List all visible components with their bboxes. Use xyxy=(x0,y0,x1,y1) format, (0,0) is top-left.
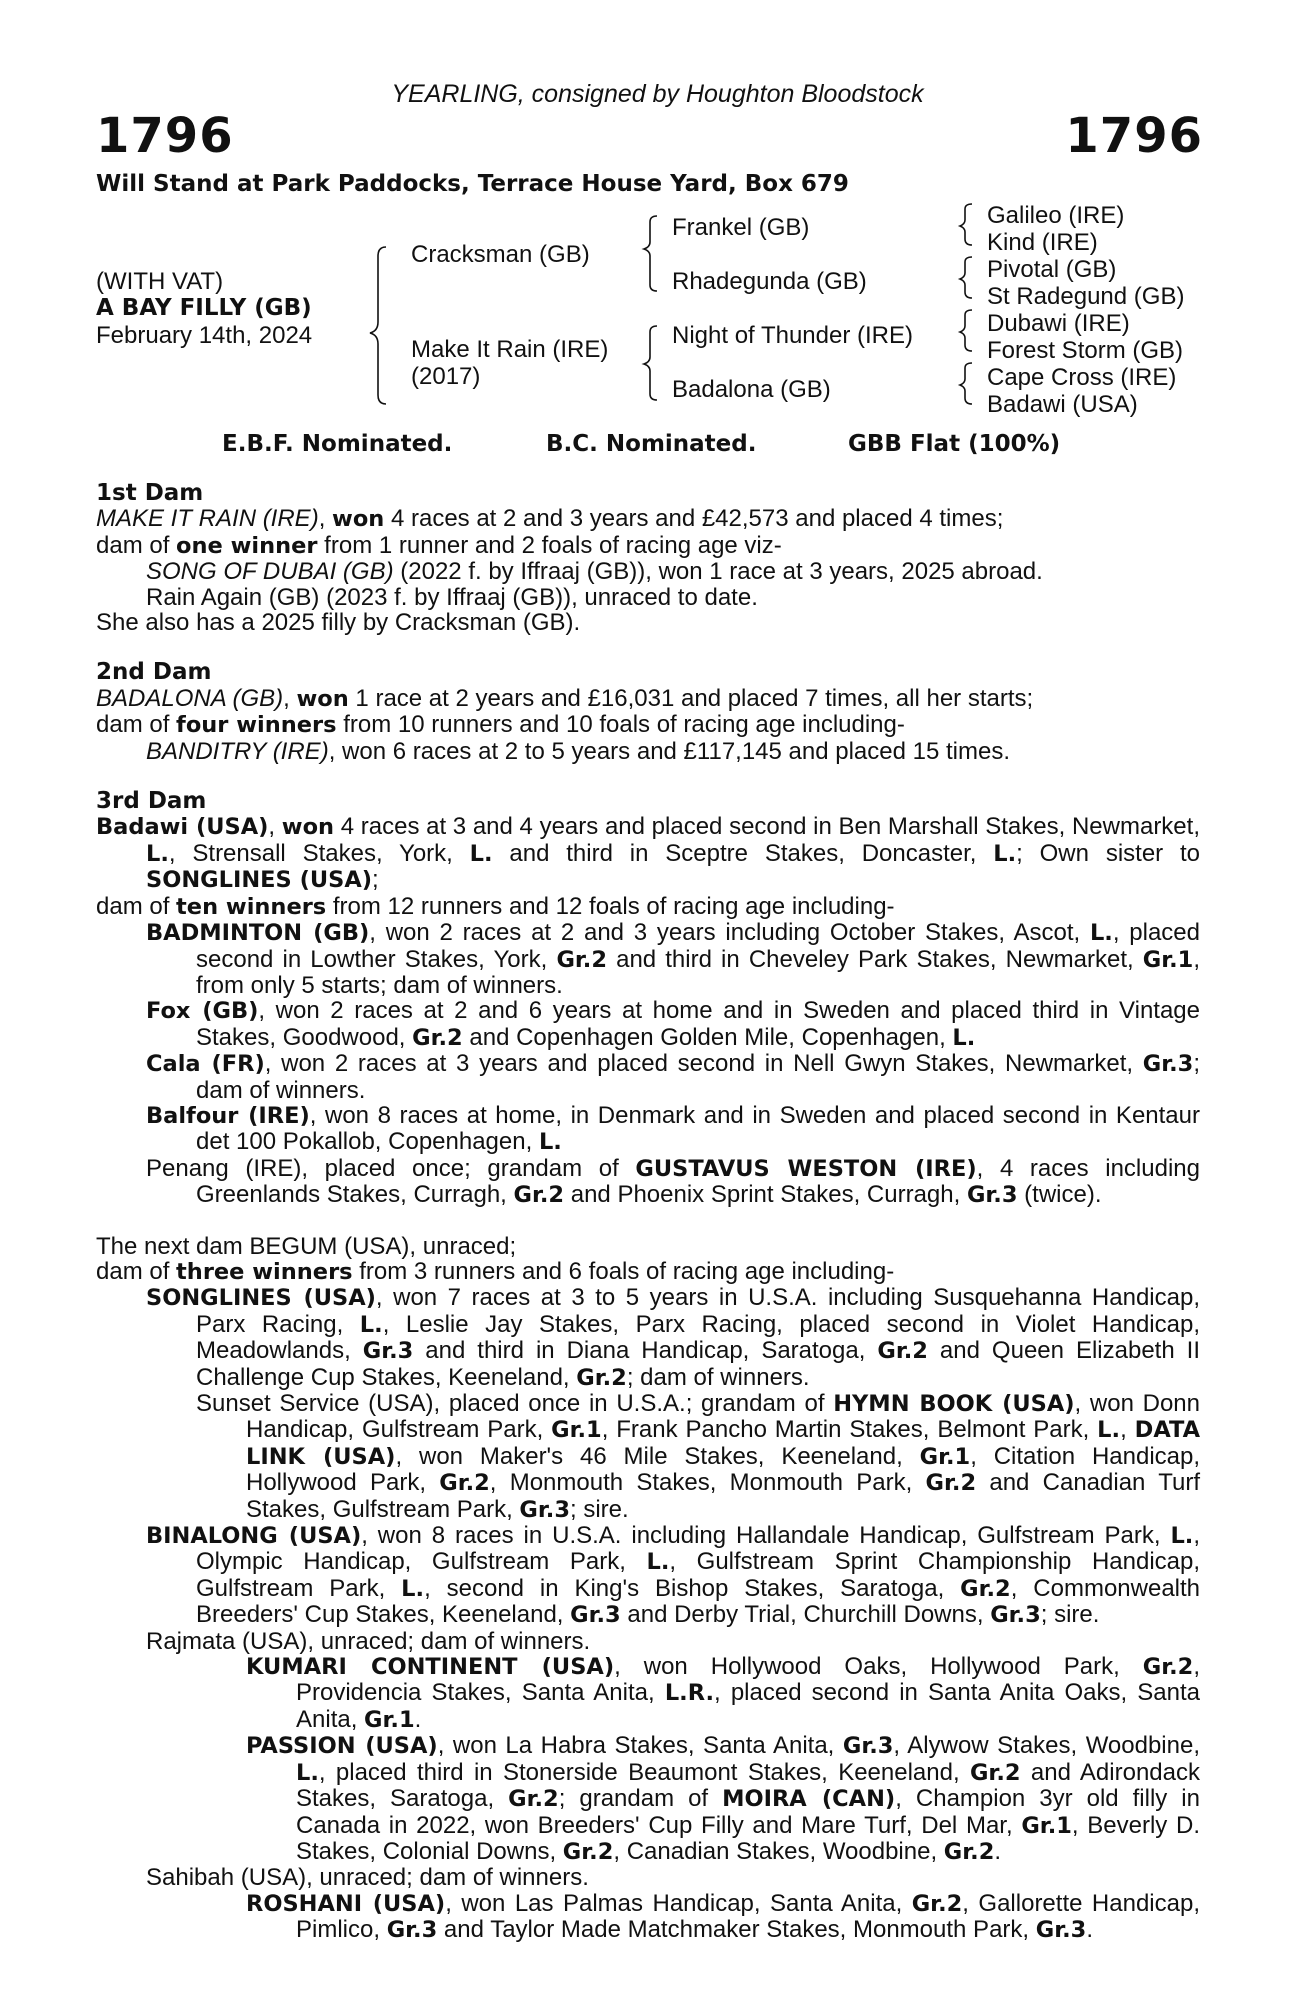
third-dam-heading: 3rd Dam xyxy=(96,788,207,815)
text: , placed third in Stonerside Beaumont Stakes, Keeneland, xyxy=(318,1758,970,1786)
grade: L. xyxy=(359,1311,383,1338)
text: , won 2 races at 2 and 6 years at home and in Sweden and placed third in Vintage Stakes, Goodwood, xyxy=(196,997,1201,1051)
grade: Gr.2 xyxy=(1142,1654,1194,1681)
text: , Leslie Jay Stakes, Parx Racing, placed second in Violet Handicap, Meadowlands, xyxy=(196,1310,1200,1365)
winners-count: three winners xyxy=(176,1258,353,1285)
produce-name: BINALONG (USA) xyxy=(146,1523,362,1550)
text: and Derby Trial, Churchill Downs, xyxy=(620,1601,991,1629)
foaling-date: February 14th, 2024 xyxy=(96,322,313,349)
text: ; grandam of xyxy=(558,1785,723,1813)
produce-name: BADMINTON (GB) xyxy=(146,920,370,947)
vat-note: (WITH VAT) xyxy=(96,268,224,295)
text: ; Own sister to xyxy=(1016,839,1200,867)
produce-entry-balfour xyxy=(96,1103,1200,1156)
pedigree-dsd: Forest Storm (GB) xyxy=(987,337,1184,364)
produce-entry xyxy=(96,739,1200,764)
text: . xyxy=(994,1837,1002,1865)
grade: L.R. xyxy=(664,1680,714,1707)
produce-entry-roshani xyxy=(96,1891,1200,1944)
text: , won Maker's 46 Mile Stakes, Keeneland, xyxy=(395,1442,920,1470)
grade: Gr.2 xyxy=(412,1024,463,1051)
text: , Strensall Stakes, York, xyxy=(168,839,470,867)
pedigree-dam-dam: Badalona (GB) xyxy=(672,376,831,403)
produce-entry-cala xyxy=(96,1051,1200,1103)
produce-name: SONG OF DUBAI (GB) xyxy=(146,558,394,586)
won-label: won xyxy=(332,506,385,533)
won-label: won xyxy=(281,814,335,841)
text: , Champion 3yr old filly in Canada in 2022, won Breeders' Cup Filly and Mare Turf, Del Mar, xyxy=(296,1785,1200,1839)
text: and third in Cheveley Park Stakes, Newmarket, xyxy=(607,945,1143,973)
produce-entry: Rain Again (GB) (2023 f. by Iffraaj (GB)), unraced to date. xyxy=(146,583,758,611)
pedigree-sss: Galileo (IRE) xyxy=(987,202,1125,229)
produce-entry-penang xyxy=(96,1156,1200,1209)
grade: Gr.2 xyxy=(960,1575,1011,1602)
pedigree-dss: Dubawi (IRE) xyxy=(987,310,1130,337)
grade: Gr.2 xyxy=(911,1890,963,1917)
pedigree-sdd: St Radegund (GB) xyxy=(987,283,1185,310)
grandproduce-name: MOIRA (CAN) xyxy=(722,1786,896,1813)
grade: L. xyxy=(296,1759,319,1786)
text: and third in Diana Handicap, Saratoga, xyxy=(413,1337,878,1365)
produce-entry-songlines xyxy=(96,1285,1200,1391)
text: , won Hollywood Oaks, Hollywood Park, xyxy=(614,1653,1143,1681)
text: , won Donn Handicap, Gulfstream Park, xyxy=(246,1390,1201,1444)
next-dam-produce-summary xyxy=(96,1259,1200,1285)
second-dam-record: BADALONA (GB), won 1 race at 2 years and £16,031 and placed 7 times, all her starts; xyxy=(96,684,1034,712)
grade: L. xyxy=(1089,920,1113,947)
text: from 3 runners and 6 foals of racing age including- xyxy=(352,1257,895,1285)
text: ; dam of winners. xyxy=(626,1363,810,1391)
text: , Citation Handicap, Hollywood Park, xyxy=(246,1442,1201,1497)
first-dam-produce-summary xyxy=(96,533,1200,559)
grade: Gr.2 xyxy=(513,1182,565,1209)
grade: L. xyxy=(469,840,493,867)
grade: L. xyxy=(952,1024,976,1051)
dam-name: Badawi (USA) xyxy=(96,814,269,841)
winners-count: four winners xyxy=(176,712,337,739)
grade: Gr.2 xyxy=(925,1470,977,1497)
text: , won La Habra Stakes, Santa Anita, xyxy=(437,1732,843,1760)
bc-nomination: B.C. Nominated. xyxy=(546,431,757,457)
grade: Gr.2 xyxy=(439,1470,490,1497)
produce-entry-sunset-service xyxy=(96,1391,1200,1523)
text: ; dam of winners. xyxy=(196,1050,1200,1104)
text: and third in Sceptre Stakes, Doncaster, xyxy=(492,839,994,867)
pedigree-sds: Pivotal (GB) xyxy=(987,256,1117,283)
dam-name: MAKE IT RAIN (IRE) xyxy=(96,505,319,533)
produce-entry-rajmata: Rajmata (USA), unraced; dam of winners. xyxy=(146,1627,591,1655)
produce-entry-binalong xyxy=(96,1523,1200,1629)
text: , won 2 races at 2 and 3 years including October Stakes, Ascot, xyxy=(369,919,1090,947)
grade: Gr.2 xyxy=(508,1786,559,1813)
text: , Frank Pancho Martin Stakes, Belmont Park, xyxy=(601,1416,1098,1444)
grandproduce-name: ROSHANI (USA) xyxy=(246,1890,446,1917)
grade: L. xyxy=(646,1549,670,1576)
grade: Gr.2 xyxy=(969,1759,1021,1786)
text: 4 races at 3 and 4 years and placed second in Ben Marshall Stakes, Newmarket, xyxy=(334,813,1200,841)
text: , from only 5 starts; dam of winners. xyxy=(196,945,1200,999)
text: , Olympic Handicap, Gulfstream Park, xyxy=(196,1522,1200,1576)
text: , placed second in Santa Anita Oaks, Santa Anita, xyxy=(296,1679,1200,1733)
grandproduce-name: PASSION (USA) xyxy=(246,1733,438,1760)
grade: Gr.1 xyxy=(551,1417,602,1444)
catalogue-body xyxy=(96,481,1200,1944)
text: , won 8 races in U.S.A. including Hallandale Handicap, Gulfstream Park, xyxy=(361,1522,1171,1550)
lot-number-left: 1796 xyxy=(96,108,234,164)
gbb-flat: GBB Flat (100%) xyxy=(848,431,1061,457)
next-dam-record: The next dam BEGUM (USA), unraced; xyxy=(96,1232,517,1260)
grade: Gr.3 xyxy=(1035,1917,1087,1944)
pedigree-dam-sire: Night of Thunder (IRE) xyxy=(672,322,913,349)
grade: Gr.3 xyxy=(966,1182,1018,1209)
produce-entry-badminton xyxy=(96,920,1200,998)
text: from 1 runner and 2 foals of racing age viz- xyxy=(317,531,782,559)
text: , second in King's Bishop Stakes, Saratoga, xyxy=(424,1574,961,1602)
text: , xyxy=(1120,1416,1135,1444)
grade: Gr.3 xyxy=(990,1602,1041,1629)
produce-name: Balfour (IRE) xyxy=(146,1102,310,1129)
text: dam of xyxy=(96,531,177,559)
text: , won Las Palmas Handicap, Santa Anita, xyxy=(445,1889,912,1917)
record-text: 4 races at 2 and 3 years and £42,573 and placed 4 times; xyxy=(384,505,1004,533)
grade: L. xyxy=(993,840,1017,867)
lot-number-right: 1796 xyxy=(1065,108,1203,164)
first-dam-heading: 1st Dam xyxy=(96,480,204,506)
text: , won 8 races at home, in Denmark and in Sweden and placed second in Kentaur det 100 Pokallob, Copenhagen, xyxy=(196,1101,1200,1156)
pedigree-sire-sire: Frankel (GB) xyxy=(672,214,810,241)
text: Penang (IRE), placed once; grandam of xyxy=(146,1154,636,1182)
grade: Gr.2 xyxy=(877,1338,928,1365)
winners-count: one winner xyxy=(176,532,318,559)
produce-entry-fox xyxy=(96,998,1200,1051)
sister-name: SONGLINES (USA) xyxy=(146,867,373,894)
grandproduce-name: HYMN BOOK (USA) xyxy=(833,1391,1075,1417)
grade: Gr.2 xyxy=(943,1838,995,1865)
first-dam-record: MAKE IT RAIN (IRE), won 4 races at 2 and 3 years and £42,573 and placed 4 times; xyxy=(96,505,1004,533)
grade: Gr.3 xyxy=(519,1496,570,1523)
text: ; xyxy=(372,866,379,894)
pedigree-ssd: Kind (IRE) xyxy=(987,229,1098,256)
text: and Taylor Made Matchmaker Stakes, Monmouth Park, xyxy=(437,1916,1036,1944)
produce-name: BANDITRY (IRE) xyxy=(146,737,329,765)
grade: L. xyxy=(146,840,169,867)
produce-name: SONGLINES (USA) xyxy=(146,1285,376,1312)
text: and Phoenix Sprint Stakes, Curragh, xyxy=(564,1181,967,1209)
text: . xyxy=(1086,1916,1093,1944)
text: , won 6 races at 2 to 5 years and £117,145 and placed 15 times. xyxy=(328,737,1011,765)
grade: Gr.1 xyxy=(364,1706,415,1733)
text: and Queen Elizabeth II Challenge Cup Stakes, Keeneland, xyxy=(196,1337,1200,1391)
text: and Copenhagen Golden Mile, Copenhagen, xyxy=(462,1023,953,1051)
produce-name: Cala (FR) xyxy=(146,1051,265,1078)
text: (2022 f. by Iffraaj (GB)), won 1 race at 3 years, 2025 abroad. xyxy=(393,558,1043,586)
grade: Gr.2 xyxy=(576,1364,627,1391)
grade: Gr.1 xyxy=(1142,946,1194,973)
pedigree-sire: Cracksman (GB) xyxy=(411,241,590,268)
text: , won 2 races at 3 years and placed second in Nell Gwyn Stakes, Newmarket, xyxy=(264,1050,1143,1078)
second-dam-heading: 2nd Dam xyxy=(96,659,212,686)
text: , Providencia Stakes, Santa Anita, xyxy=(296,1653,1200,1707)
text: dam of xyxy=(96,1257,177,1285)
text: , placed second in Lowther Stakes, York, xyxy=(196,919,1201,973)
grade: Gr.1 xyxy=(919,1443,971,1470)
text: 1 race at 2 years and £16,031 and placed 7 times, all her starts; xyxy=(348,684,1034,712)
text: , won 7 races at 3 to 5 years in U.S.A. including Susquehanna Handicap, Parx Racing, xyxy=(196,1284,1200,1338)
grade: Gr.3 xyxy=(842,1733,894,1760)
stand-location: Will Stand at Park Paddocks, Terrace House Yard, Box 679 xyxy=(96,171,849,197)
third-dam-produce-summary xyxy=(96,894,1200,920)
second-dam-produce-summary xyxy=(96,712,1200,738)
text: dam of xyxy=(96,711,177,739)
text: from 12 runners and 12 foals of racing age including- xyxy=(326,892,895,920)
text: , Gallorette Handicap, Pimlico, xyxy=(296,1889,1200,1944)
produce-entry-passion xyxy=(96,1733,1200,1865)
text: . xyxy=(414,1705,422,1733)
pedigree-dam: Make It Rain (IRE) xyxy=(411,336,609,363)
text: , Canadian Stakes, Woodbine, xyxy=(613,1837,944,1865)
pedigree-dam-year: (2017) xyxy=(411,363,481,390)
grandproduce-name: GUSTAVUS WESTON (IRE) xyxy=(635,1155,977,1182)
text: ; sire. xyxy=(569,1495,629,1523)
produce-entry xyxy=(96,559,1200,584)
grade: Gr.3 xyxy=(1142,1051,1194,1078)
pedigree-ddd: Badawi (USA) xyxy=(987,391,1138,418)
text: , Gulfstream Sprint Championship Handicap, Gulfstream Park, xyxy=(196,1548,1201,1602)
grade: L. xyxy=(1170,1523,1194,1550)
text: (twice). xyxy=(1017,1181,1102,1209)
catalogue-subtitle: YEARLING, consigned by Houghton Bloodstock xyxy=(391,80,924,108)
pedigree-dds: Cape Cross (IRE) xyxy=(987,364,1177,391)
text: and Adirondack Stakes, Saratoga, xyxy=(296,1758,1200,1813)
text: from 10 runners and 10 foals of racing age including- xyxy=(336,711,905,739)
grade: L. xyxy=(1097,1417,1121,1444)
text: , Commonwealth Breeders' Cup Stakes, Keeneland, xyxy=(196,1574,1201,1629)
grade: L. xyxy=(401,1575,425,1602)
grandproduce-name: KUMARI CONTINENT (USA) xyxy=(246,1654,615,1681)
grade: Gr.3 xyxy=(362,1338,414,1365)
text: , Monmouth Stakes, Monmouth Park, xyxy=(489,1469,926,1497)
produce-note: She also has a 2025 filly by Cracksman (GB). xyxy=(96,609,581,637)
produce-entry-kumari-continent xyxy=(96,1654,1200,1733)
text: dam of xyxy=(96,892,177,920)
produce-entry-sahibah: Sahibah (USA), unraced; dam of winners. xyxy=(146,1864,589,1892)
dam-name: BADALONA (GB) xyxy=(96,684,284,712)
text: and Canadian Turf Stakes, Gulfstream Park, xyxy=(246,1469,1200,1523)
produce-name: Fox (GB) xyxy=(146,998,259,1025)
grade: Gr.2 xyxy=(562,1838,614,1865)
third-dam-record: Badawi (USA), won 4 races at 3 and 4 years and placed second in Ben Marshall Stakes, Newmarket, L., Strensall Stakes, York, L. and third in Sceptre Stakes, Doncaster, L.; Own sister to SONGLINES (USA); xyxy=(96,813,1200,894)
horse-name: A BAY FILLY (GB) xyxy=(96,295,312,321)
winners-count: ten winners xyxy=(176,893,327,920)
grade: Gr.2 xyxy=(556,946,607,973)
grade: Gr.1 xyxy=(1021,1812,1072,1839)
ebf-nomination: E.B.F. Nominated. xyxy=(222,431,453,457)
text: , 4 races including Greenlands Stakes, Curragh, xyxy=(196,1154,1200,1209)
text: , Beverly D. Stakes, Colonial Downs, xyxy=(296,1811,1201,1865)
grade: Gr.3 xyxy=(386,1917,438,1944)
text: , Alywow Stakes, Woodbine, xyxy=(893,1732,1200,1760)
grandproduce-name: DATA LINK (USA) xyxy=(246,1417,1200,1470)
grade: Gr.3 xyxy=(570,1602,621,1629)
text: Sunset Service (USA), placed once in U.S.A.; grandam of xyxy=(196,1390,834,1417)
text: ; sire. xyxy=(1040,1601,1100,1629)
pedigree-sire-dam: Rhadegunda (GB) xyxy=(672,268,867,295)
won-label: won xyxy=(296,685,349,712)
grade: L. xyxy=(538,1129,562,1156)
